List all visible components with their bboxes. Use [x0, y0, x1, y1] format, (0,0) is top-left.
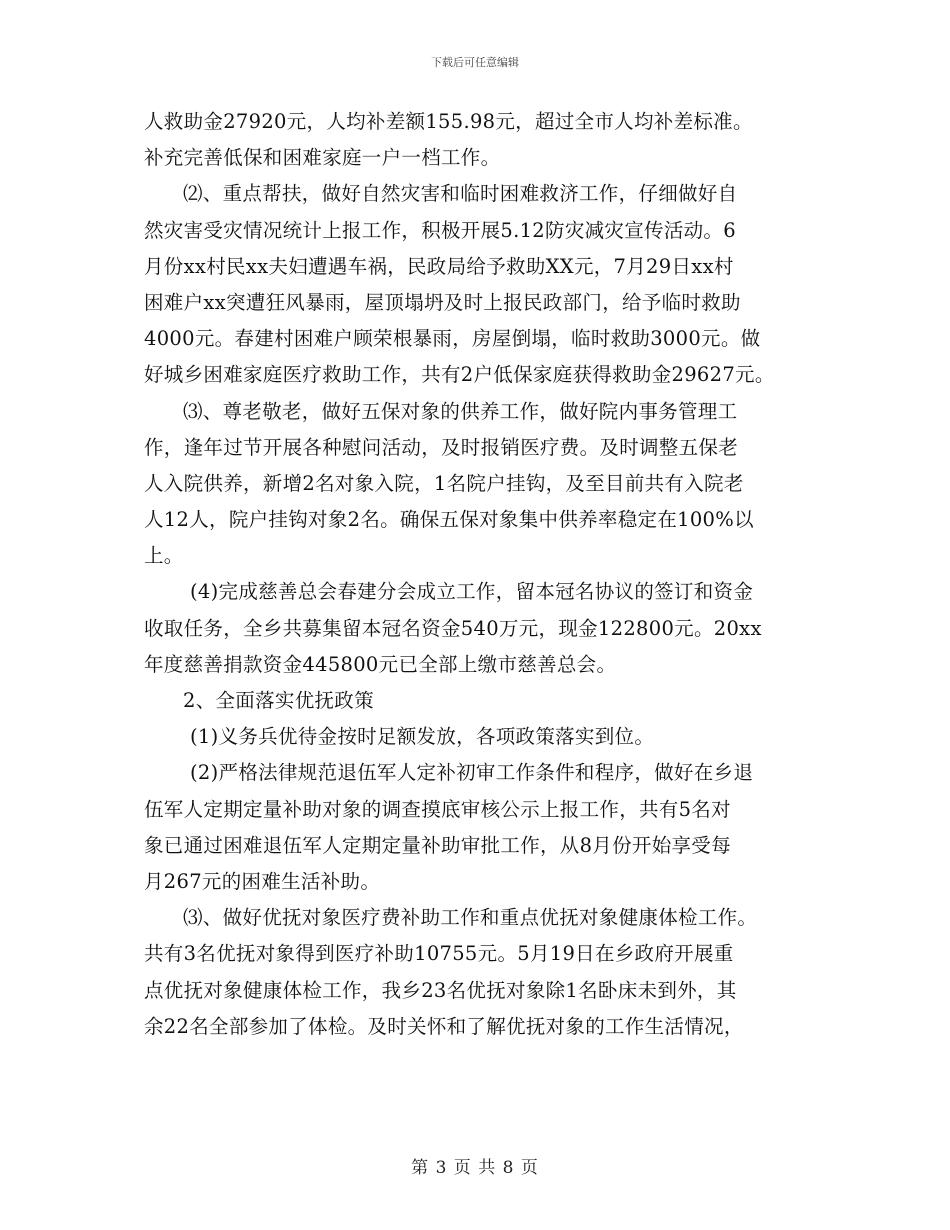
text-line: 好城乡困难家庭医疗救助工作，共有2户低保家庭获得救助金29627元。 — [144, 363, 775, 387]
page-header: 下载后可任意编辑 — [431, 56, 519, 69]
text-line: 余22名全部参加了体检。及时关怀和了解优抚对象的工作生活情况， — [144, 1014, 744, 1038]
text-line: 作，逢年过节开展各种慰问活动，及时报销医疗费。及时调整五保老 — [144, 435, 739, 459]
text-line: 收取任务，全乡共募集留本冠名资金540万元，现金122800元。20xx — [144, 616, 762, 640]
text-line: (1)义务兵优待金按时足额发放，各项政策落实到位。 — [190, 725, 655, 749]
text-line: (4)完成慈善总会春建分会成立工作，留本冠名协议的签订和资金 — [190, 580, 754, 604]
text-line: 共有3名优抚对象得到医疗补助10755元。5月19日在乡政府开展重 — [144, 942, 734, 966]
text-line: 年度慈善捐款资金445800元已全部上缴市慈善总会。 — [144, 652, 617, 676]
text-line: 点优抚对象健康体检工作，我乡23名优抚对象除1名卧床未到外，其 — [144, 978, 737, 1002]
text-line: 然灾害受灾情况统计上报工作，积极开展5.12防灾减灾宣传活动。6 — [144, 218, 736, 242]
text-line: 月份xx村民xx夫妇遭遇车祸，民政局给予救助XX元，7月29日xx村 — [144, 254, 734, 278]
text-line: 4000元。春建村困难户顾荣根暴雨，房屋倒塌，临时救助3000元。做 — [144, 327, 761, 351]
text-line: 月267元的困难生活补助。 — [144, 869, 381, 893]
text-line: ⑵、重点帮扶，做好自然灾害和临时困难救济工作，仔细做好自 — [183, 182, 738, 206]
text-line: 人入院供养，新增2名对象入院，1名院户挂钩，及至目前共有入院老 — [144, 471, 744, 495]
text-line: 补充完善低保和困难家庭一户一档工作。 — [144, 146, 501, 170]
document-body — [144, 104, 844, 1045]
text-line: (2)严格法律规范退伍军人定补初审工作条件和程序，做好在乡退 — [190, 761, 754, 785]
page-number: 第 3 页 共 8 页 — [411, 1158, 539, 1178]
text-line: 困难户xx突遭狂风暴雨，屋顶塌坍及时上报民政部门，给予临时救助 — [144, 290, 741, 314]
text-line: 上。 — [144, 544, 184, 568]
text-line: ⑶、尊老敬老，做好五保对象的供养工作，做好院内事务管理工 — [183, 399, 738, 423]
text-line: 2、全面落实优抚政策 — [183, 689, 374, 712]
text-line: 伍军人定期定量补助对象的调查摸底审核公示上报工作，共有5名对 — [144, 797, 731, 821]
text-line: 人救助金27920元，人均补差额155.98元，超过全市人均补差标准。 — [144, 110, 753, 133]
text-line: ⑶、做好优抚对象医疗费补助工作和重点优抚对象健康体检工作。 — [183, 906, 758, 930]
text-line: 象已通过困难退伍军人定期定量补助审批工作，从8月份开始享受每 — [144, 833, 731, 857]
text-line: 人12人，院户挂钩对象2名。确保五保对象集中供养率稳定在100%以 — [144, 508, 754, 532]
